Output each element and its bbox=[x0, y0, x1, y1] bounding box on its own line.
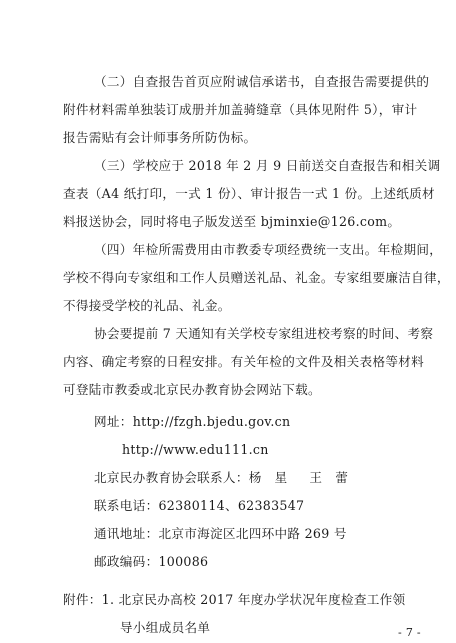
para-cost-line-3: 不得接受学校的礼品、礼金。 bbox=[63, 298, 231, 313]
address-label: 通讯地址： bbox=[94, 526, 159, 541]
para-submit-line-3: 料报送协会，同时将电子版发送至 bjminxie@126.com。 bbox=[63, 214, 401, 229]
contact-person-1: 杨 星 bbox=[248, 470, 288, 485]
para-notice-line-1: 协会要提前 7 天通知有关学校专家组进校考察的时间、考察 bbox=[94, 326, 434, 341]
phone-line bbox=[94, 498, 304, 514]
para-cost-line-2: 学校不得向专家组和工作人员赠送礼品、礼金。专家组要廉洁自律， bbox=[63, 270, 450, 285]
para-notice-line-2: 内容、确定考察的日程安排。有关年检的文件及相关表格等材料 bbox=[63, 354, 425, 369]
contact-person-2: 王 蕾 bbox=[309, 470, 349, 485]
para-submit-line-2: 查表（A4 纸打印，一式 1 份）、审计报告一式 1 份。上述纸质材 bbox=[63, 186, 435, 201]
address-line bbox=[94, 526, 347, 542]
contact-label: 北京民办教育协会联系人： bbox=[94, 470, 249, 485]
contact-line bbox=[94, 470, 348, 486]
website-url-1[interactable]: http://fzgh.bjedu.gov.cn bbox=[132, 414, 291, 429]
zipcode-value: 100086 bbox=[158, 554, 209, 569]
para-review-line-2: 附件材料需单独装订成册并加盖骑缝章（具体见附件 5），审计 bbox=[63, 102, 418, 117]
address-value: 北京市海淀区北四环中路 269 号 bbox=[158, 526, 347, 541]
website-url-2[interactable]: http://www.edu111.cn bbox=[122, 442, 269, 457]
attachment-line-2: 导小组成员名单 bbox=[120, 620, 211, 635]
para-submit-line-1: （三）学校应于 2018 年 2 月 9 日前送交自查报告和相关调 bbox=[94, 158, 441, 173]
para-review-line-1: （二）自查报告首页应附诚信承诺书，自查报告需要提供的 bbox=[94, 74, 430, 89]
para-review-line-3: 报告需贴有会计师事务所防伪标。 bbox=[63, 130, 257, 145]
attachment-line-1: 附件：1. 北京民办高校 2017 年度办学状况年度检查工作领 bbox=[63, 592, 406, 607]
phone-value: 62380114、62383547 bbox=[158, 498, 305, 513]
website-line-1 bbox=[94, 414, 290, 430]
phone-label: 联系电话： bbox=[94, 498, 159, 513]
website-label: 网址： bbox=[94, 414, 133, 429]
para-cost-line-1: （四）年检所需费用由市教委专项经费统一支出。年检期间， bbox=[94, 242, 443, 257]
zipcode-line bbox=[94, 554, 208, 570]
page-number: - 7 - bbox=[398, 626, 421, 639]
para-notice-line-3: 可登陆市教委或北京民办教育协会网站下载。 bbox=[63, 382, 321, 397]
zipcode-label: 邮政编码： bbox=[94, 554, 159, 569]
